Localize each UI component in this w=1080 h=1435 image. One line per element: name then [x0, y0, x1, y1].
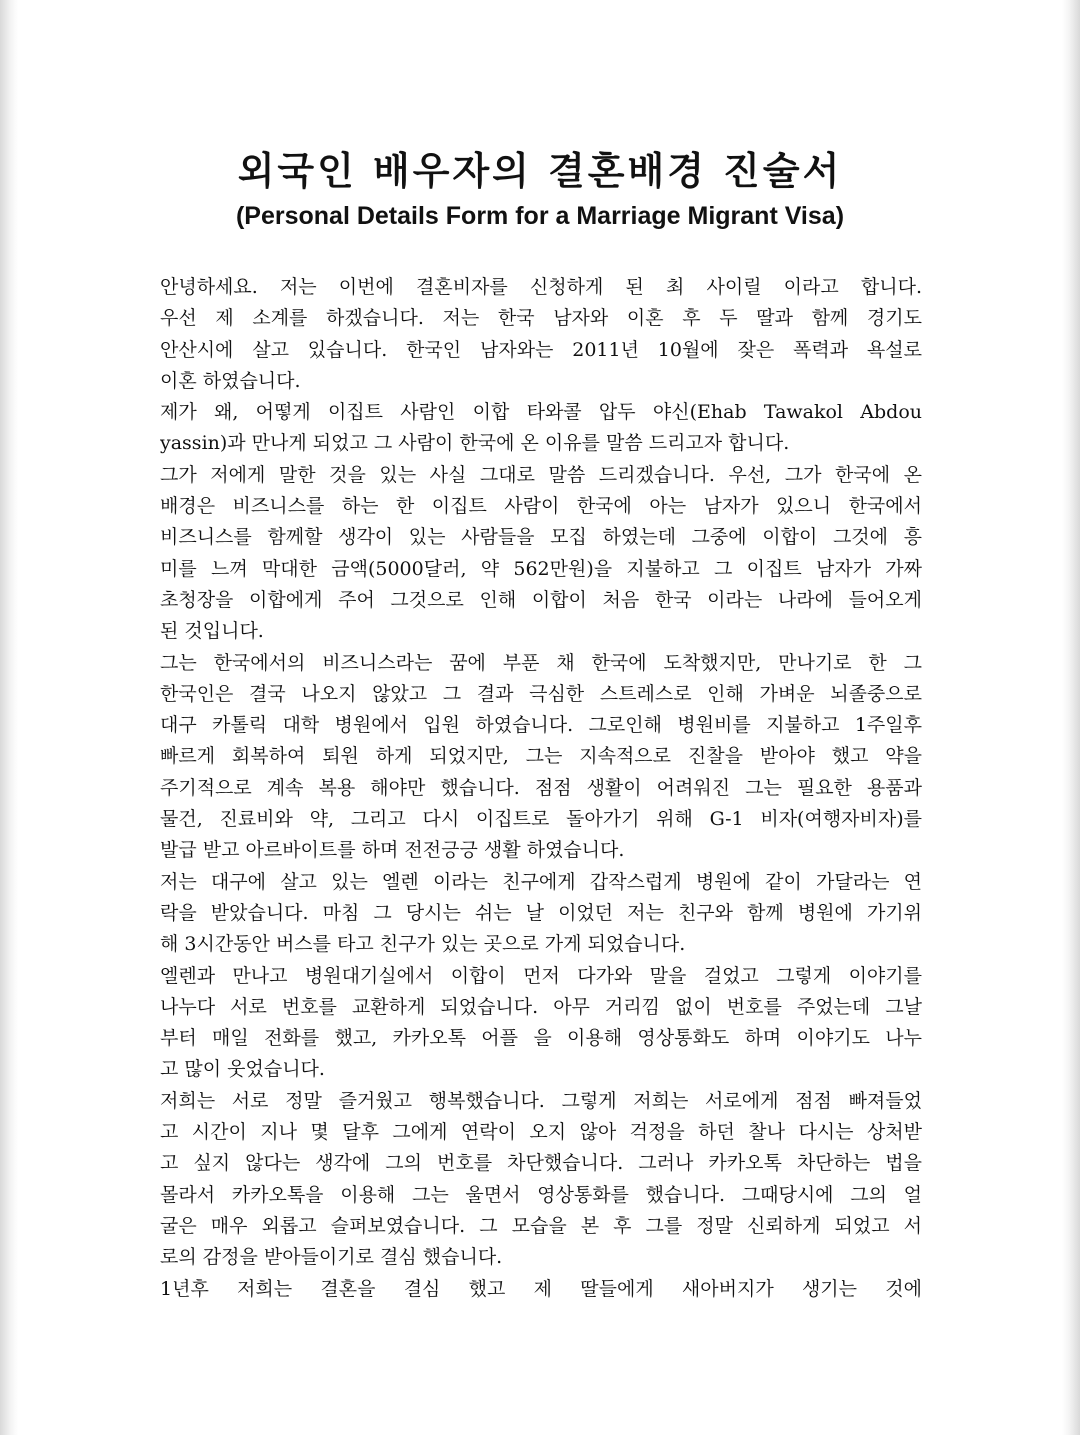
text-line: 몰라서 카카오톡을 이용해 그는 울면서 영상통화를 했습니다. 그때당시에 그의 얼: [160, 1183, 922, 1206]
text-line: 엘렌과 만나고 병원대기실에서 이합이 먼저 다가와 말을 걸었고 그렇게 이야기를: [160, 964, 922, 987]
text-line: 빠르게 회복하여 퇴원 하게 되었지만, 그는 지속적으로 진찰을 받아야 했고 약을: [160, 745, 922, 768]
document-title: 외국인 배우자의 결혼배경 진술서: [237, 149, 843, 193]
text-line: 초청장을 이합에게 주어 그것으로 인해 이합이 처음 한국 이라는 나라에 들어오게: [160, 588, 922, 611]
text-line: 고 많이 웃었습니다.: [160, 1058, 325, 1081]
text-line: 배경은 비즈니스를 하는 한 이집트 사람이 한국에 아는 남자가 있으니 한국에서: [160, 495, 922, 518]
text-line: 주기적으로 계속 복용 해야만 했습니다. 점점 생활이 어려워진 그는 필요한 용품과: [160, 776, 922, 799]
text-line: 물건, 진료비와 약, 그리고 다시 이집트로 돌아가기 위해 G-1 비자(여행자비자)를: [160, 808, 922, 831]
text-line: 해 3시간동안 버스를 타고 친구가 있는 곳으로 가게 되었습니다.: [160, 933, 686, 956]
text-line: 1년후 저희는 결혼을 결심 했고 제 딸들에게 새아버지가 생기는 것에: [160, 1277, 922, 1300]
text-line: yassin)과 만나게 되었고 그 사람이 한국에 온 이유를 말씀 드리고자 합니다.: [160, 432, 790, 455]
text-line: 안산시에 살고 있습니다. 한국인 남자와는 2011년 10월에 잦은 폭력과 욕설로: [160, 338, 922, 361]
text-line: 로의 감정을 받아들이기로 결심 했습니다.: [160, 1246, 503, 1269]
text-line: 대구 카톨릭 대학 병원에서 입원 하였습니다. 그로인해 병원비를 지불하고 1주일후: [160, 714, 922, 737]
text-line: 그는 한국에서의 비즈니스라는 꿈에 부푼 채 한국에 도착했지만, 만나기로 한 그: [160, 651, 922, 674]
document-subtitle: (Personal Details Form for a Marriage Migrant Visa): [235, 202, 845, 230]
text-line: 미를 느껴 막대한 금액(5000달러, 약 562만원)을 지불하고 그 이집트 남자가 가짜: [160, 557, 922, 580]
text-line: 안녕하세요. 저는 이번에 결혼비자를 신청하게 된 최 사이릴 이라고 합니다.: [160, 276, 922, 298]
text-line: 제가 왜, 어떻게 이집트 사람인 이합 타와콜 압두 야신(Ehab Tawakol Abdou: [160, 401, 922, 424]
text-line: 우선 제 소계를 하겠습니다. 저는 한국 남자와 이혼 후 두 딸과 함께 경기도: [160, 307, 922, 330]
text-line: 된 것입니다.: [160, 620, 264, 643]
text-line: 발급 받고 아르바이트를 하며 전전긍긍 생활 하였습니다.: [160, 839, 625, 862]
text-line: 락을 받았습니다. 마침 그 당시는 쉬는 날 이었던 저는 친구와 함께 병원에 가기위: [160, 901, 922, 924]
text-line: 비즈니스를 함께할 생각이 있는 사람들을 모집 하였는데 그중에 이합이 그것에 흥: [160, 526, 922, 549]
document-body: [160, 272, 922, 1305]
text-line: 나누다 서로 번호를 교환하게 되었습니다. 아무 거리낌 없이 번호를 주었는데 그날: [160, 995, 922, 1018]
text-line: 그가 저에게 말한 것을 있는 사실 그대로 말씀 드리겠습니다. 우선, 그가 한국에 온: [160, 463, 922, 486]
text-line: 고 싶지 않다는 생각에 그의 번호를 차단했습니다. 그러나 카카오톡 차단하는 법을: [160, 1152, 922, 1175]
text-line: 부터 매일 전화를 했고, 카카오톡 어플 을 이용해 영상통화도 하며 이야기도 나누: [160, 1027, 922, 1050]
text-line: 저는 대구에 살고 있는 엘렌 이라는 친구에게 갑작스럽게 병원에 같이 가달라는 연: [160, 870, 922, 893]
text-line: 저희는 서로 정말 즐거웠고 행복했습니다. 그렇게 저희는 서로에게 점점 빠져들었: [160, 1089, 922, 1112]
text-line: 굴은 매우 외롭고 슬퍼보였습니다. 그 모습을 본 후 그를 정말 신뢰하게 되었고 서: [160, 1214, 922, 1237]
text-line: 한국인은 결국 나오지 않았고 그 결과 극심한 스트레스로 인해 가벼운 뇌졸중으로: [160, 682, 922, 705]
text-line: 이혼 하였습니다.: [160, 369, 301, 392]
text-line: 고 시간이 지나 몇 달후 그에게 연락이 오지 않아 걱정을 하던 찰나 다시는 상처받: [160, 1121, 922, 1144]
